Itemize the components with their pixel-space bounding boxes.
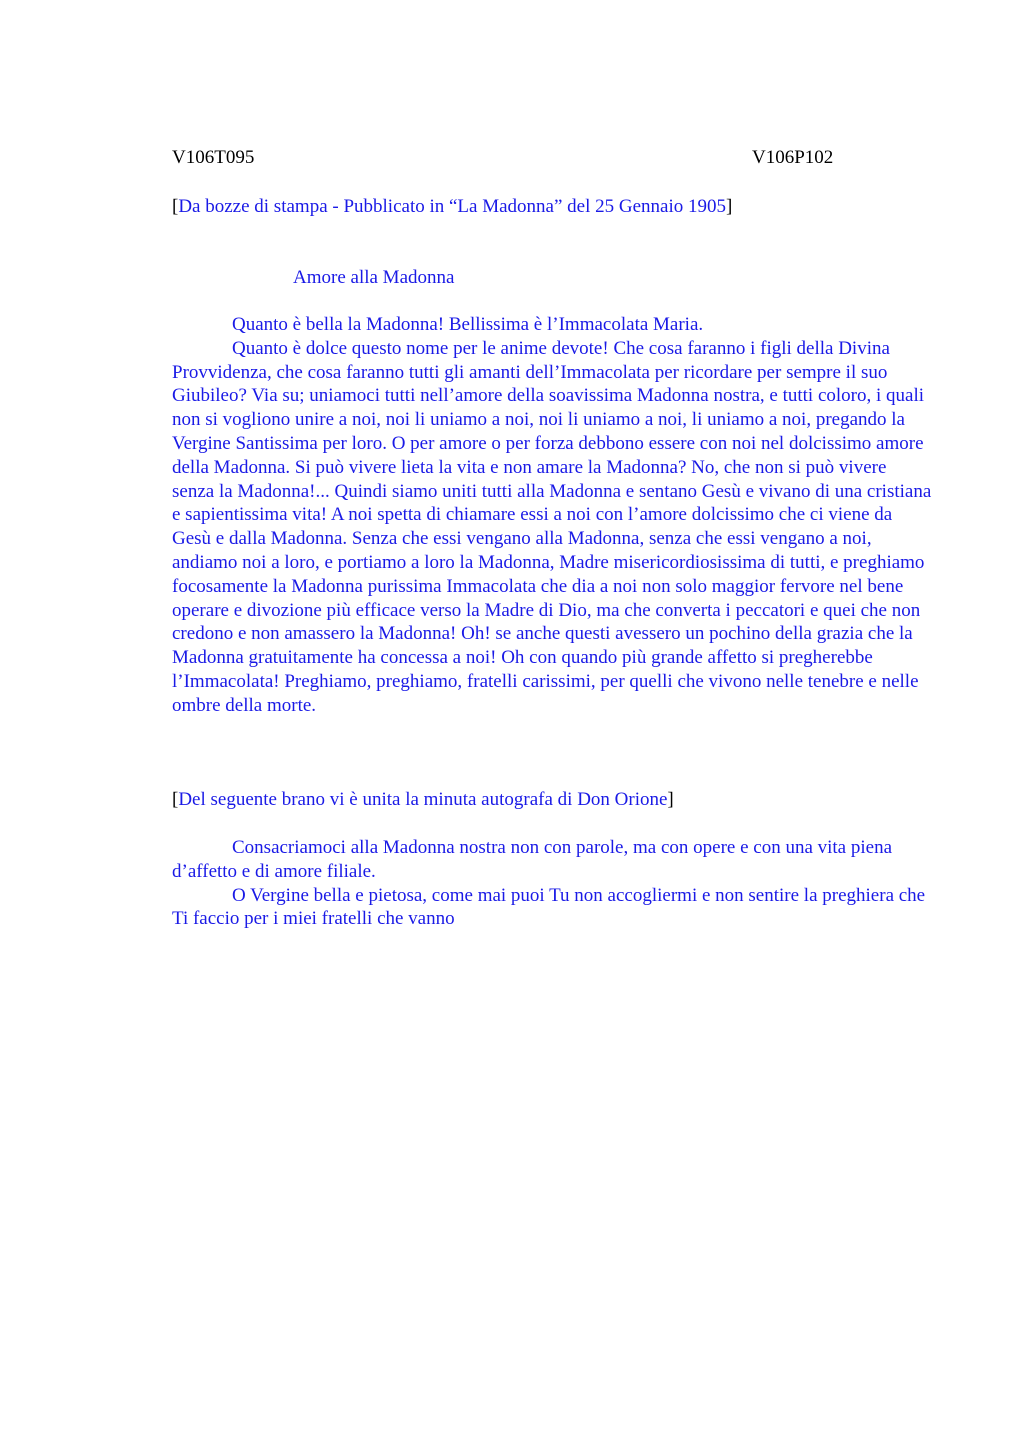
note-text: Da bozze di stampa - Pubblicato in “La Madonna” del 25 Gennaio 1905 (178, 196, 726, 217)
document-code-left: V106T095 (172, 147, 255, 168)
editorial-note-source (172, 195, 732, 219)
paragraph: O Vergine bella e pietosa, come mai puoi Tu non accogliermi e non sentire la preghiera che Ti faccio per i miei fratelli che vanno (172, 884, 926, 930)
document-code-right: V106P102 (752, 147, 834, 168)
paragraph: Consacriamoci alla Madonna nostra non con parole, ma con opere e con una vita piena d’affetto e di amore filiale. (172, 837, 893, 882)
note-text: Del seguente brano vi è unita la minuta autografa di Don Orione (178, 789, 668, 810)
section-1-body (172, 313, 932, 718)
editorial-note-autograph (172, 788, 674, 812)
note-close-bracket: ] (726, 196, 733, 217)
section-2-body (172, 836, 932, 931)
note-open-bracket: [ (172, 196, 179, 217)
note-close-bracket: ] (667, 789, 674, 810)
note-open-bracket: [ (172, 789, 179, 810)
paragraph: Quanto è dolce questo nome per le anime devote! Che cosa faranno i figli della Divina Provvidenza, che cosa faranno tutti gli amanti dell’Immacolata per ricordare per sempre il suo Giubileo? Via su; uniamoci tutti nell’amore della soavissima Madonna nostra, e tutti coloro, i quali non si vogliono unire a noi, noi li uniamo a noi, noi li uniamo a noi, li uniamo a noi, pregando la Vergine Santissima per loro. O per amore o per forza debbono essere con noi nel dolcissimo amore della Madonna. Si può vivere lieta la vita e non amare la Madonna? No, che non si può vivere senza la Madonna!... Quindi siamo uniti tutti alla Madonna e sentano Gesù e vivano di una cristiana e sapientissima vita! A noi spetta di chiamare essi a noi con l’amore dolcissimo che ci viene da Gesù e dalla Madonna. Senza che essi vengano alla Madonna, senza che essi vengano a noi, andiamo noi a loro, e portiamo a loro la Madonna, Madre misericordiosissima di tutti, e preghiamo focosamente la Madonna purissima Immacolata che dia a noi non solo maggior fervore nel bene operare e divozione più efficace verso la Madre di Dio, ma che converta i peccatori e quei che non credono e non amassero la Madonna! Oh! se anche questi avessero un pochino della grazia che la Madonna gratuitamente ha concessa a noi! Oh con quando più grande affetto si pregherebbe l’Immacolata! Preghiamo, preghiamo, fratelli carissimi, per quelli che vivono nelle tenebre e nelle ombre della morte. (172, 337, 932, 716)
document-title: Amore alla Madonna (293, 267, 455, 288)
paragraph: Quanto è bella la Madonna! Bellissima è l’Immacolata Maria. (232, 314, 704, 335)
